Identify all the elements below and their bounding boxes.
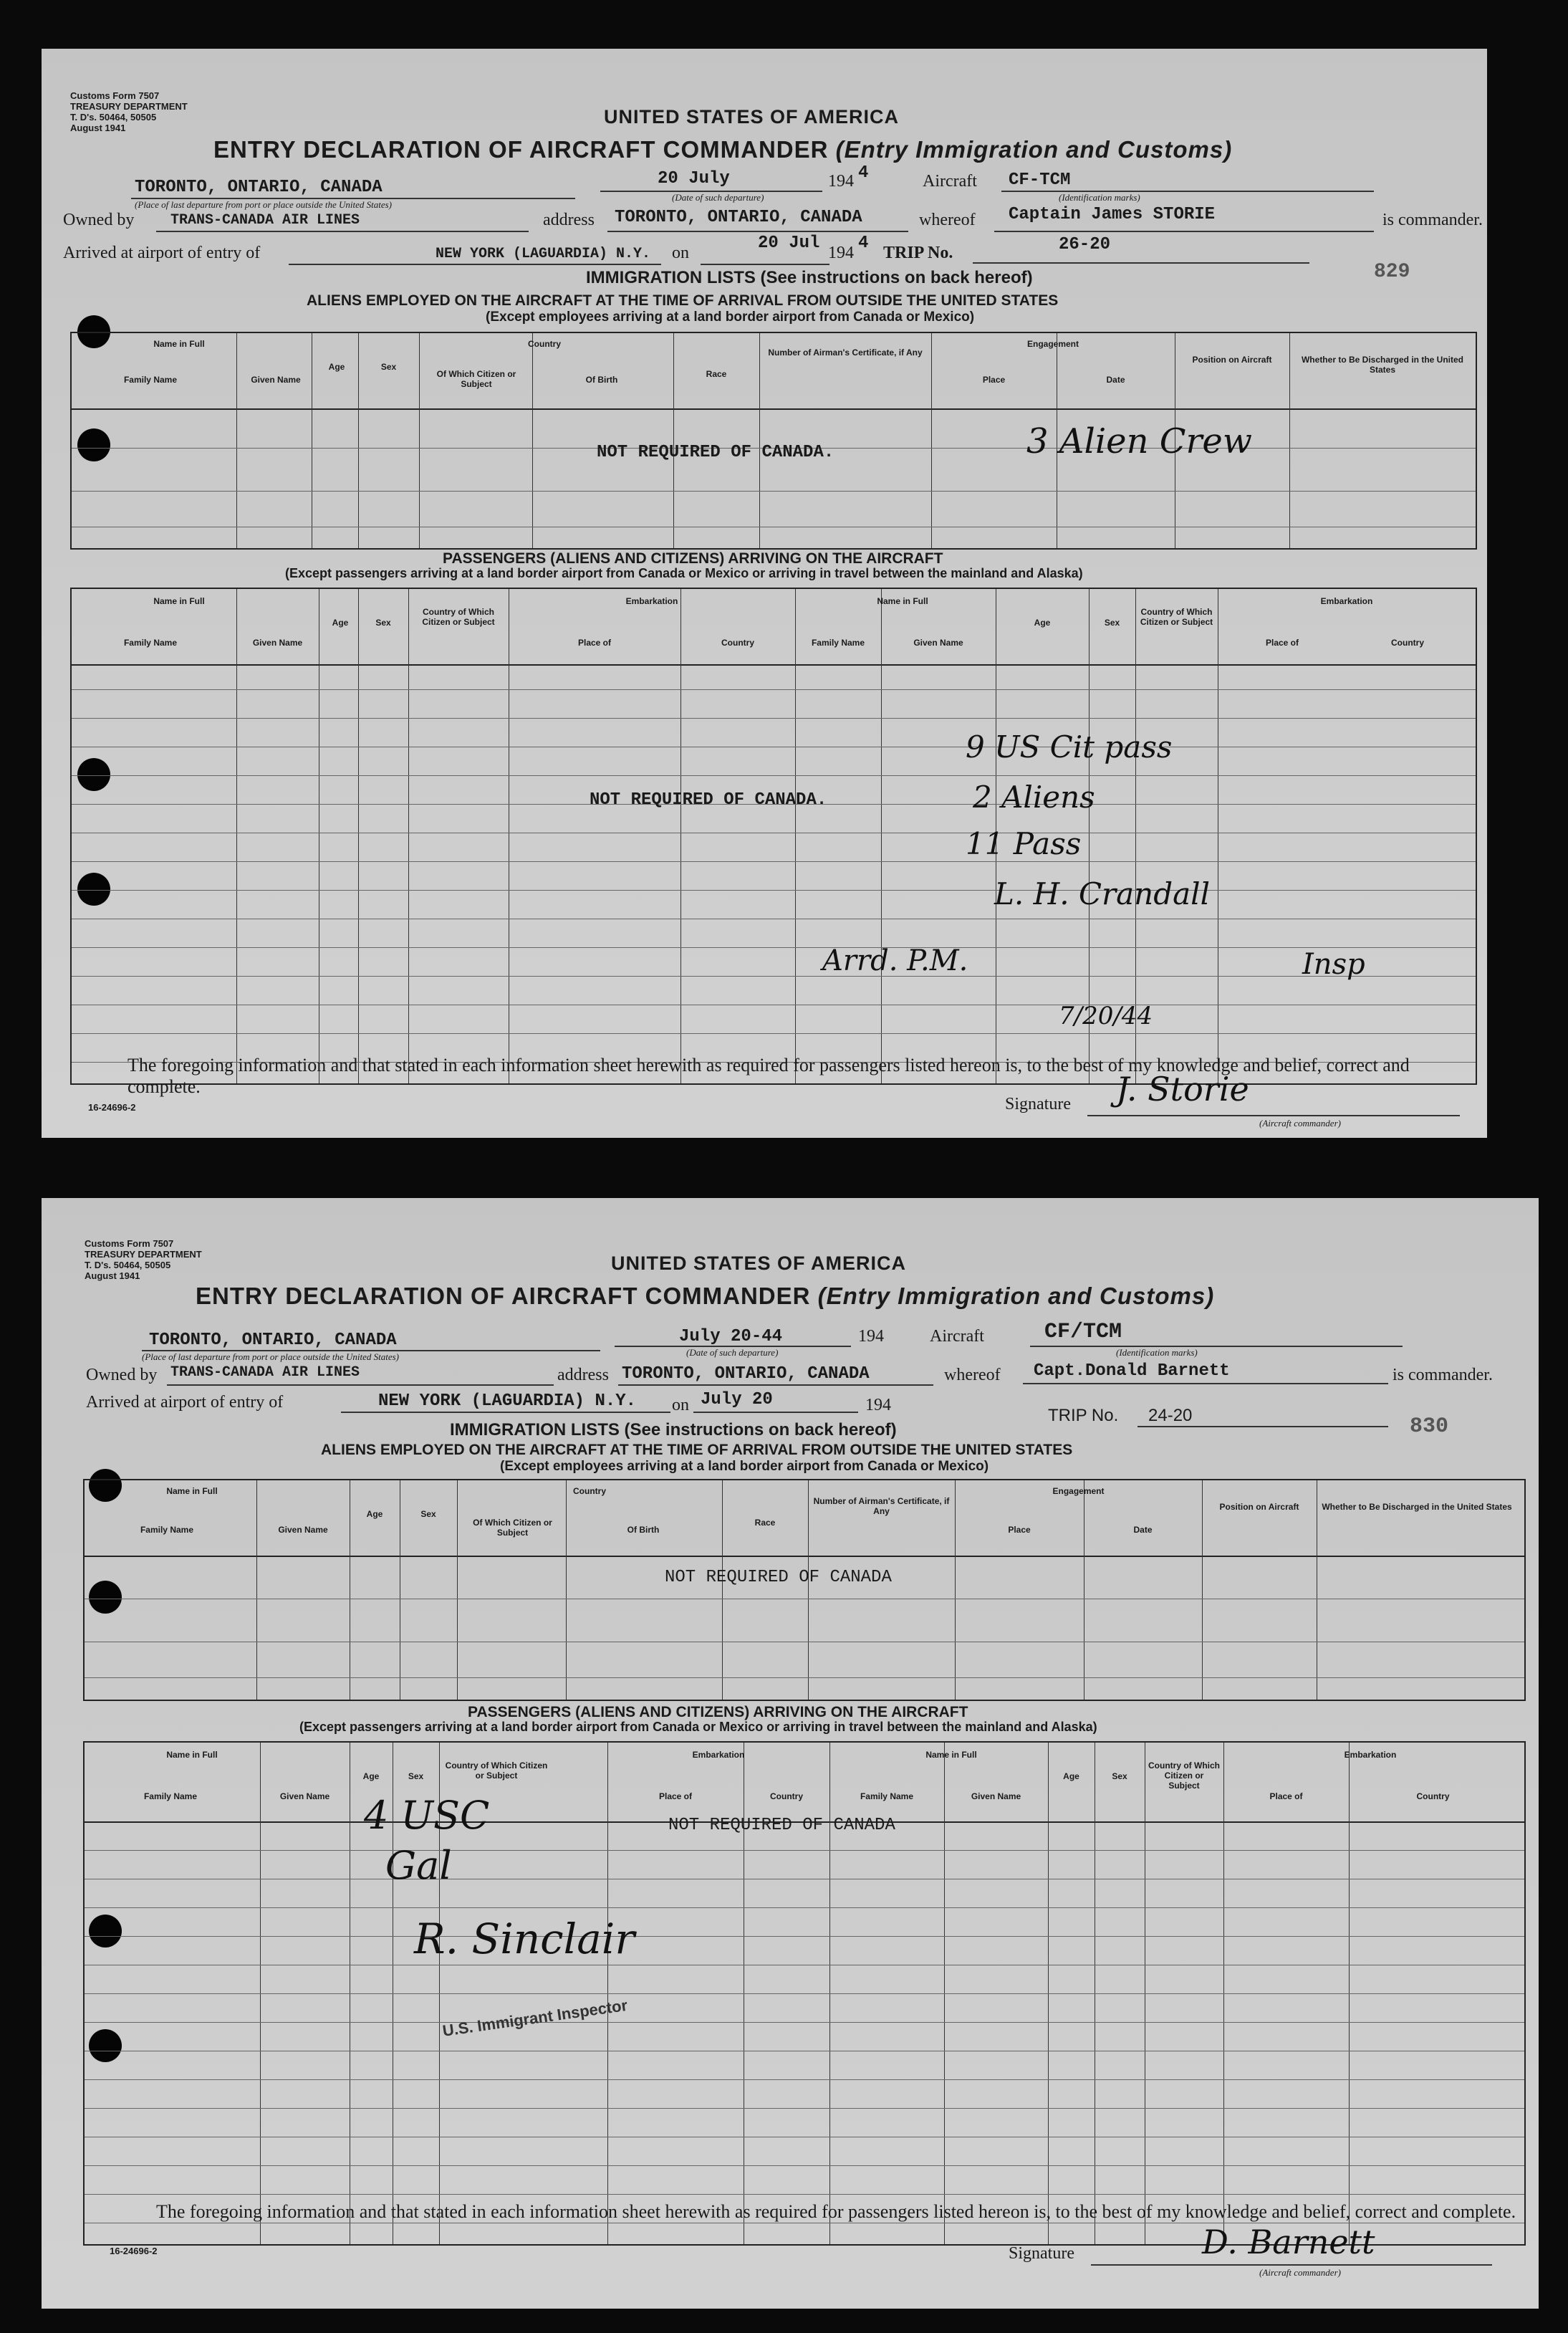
col-position: Position on Aircraft bbox=[1192, 355, 1272, 365]
col-age: Age bbox=[366, 1509, 383, 1519]
col-place-of: Place of bbox=[577, 638, 612, 648]
aircraft-label: Aircraft bbox=[923, 172, 977, 191]
aircraft-label: Aircraft bbox=[930, 1327, 984, 1346]
declaration-form-2 bbox=[42, 1198, 1539, 2309]
col-name-in-full-2: Name in Full bbox=[877, 596, 928, 606]
aliens-table bbox=[83, 1479, 1526, 1701]
col-embarkation: Embarkation bbox=[692, 1750, 745, 1760]
is-commander-label: is commander. bbox=[1393, 1366, 1493, 1384]
country-heading: UNITED STATES OF AMERICA bbox=[611, 1252, 906, 1274]
departure-date-caption: (Date of such departure) bbox=[686, 1347, 779, 1358]
aliens-subheading: (Except employees arriving at a land border airport from Canada or Mexico) bbox=[486, 310, 975, 325]
year-prefix: 194 bbox=[858, 1327, 884, 1346]
arrival-year-prefix: 194 bbox=[828, 244, 854, 262]
trip-label: TRIP No. bbox=[883, 244, 953, 262]
signature-caption: (Aircraft commander) bbox=[1259, 1118, 1341, 1129]
aliens-handwritten-count: 3 Alien Crew bbox=[1026, 421, 1252, 461]
col-sex: Sex bbox=[420, 1509, 436, 1519]
col-age-2: Age bbox=[1034, 618, 1051, 628]
aircraft-id: CF/TCM bbox=[1044, 1320, 1122, 1344]
col-given-name-2: Given Name bbox=[913, 638, 963, 648]
col-citizen-of: Of Which Citizen or Subject bbox=[436, 369, 516, 389]
col-airman-cert: Number of Airman's Certificate, if Any bbox=[813, 1496, 950, 1516]
col-family-name: Family Name bbox=[123, 638, 178, 648]
signature-label: Signature bbox=[1009, 2244, 1074, 2263]
col-name-in-full: Name in Full bbox=[166, 1750, 218, 1760]
trip-label: TRIP No. bbox=[1048, 1406, 1119, 1425]
signature-caption: (Aircraft commander) bbox=[1259, 2267, 1341, 2278]
immigration-lists-heading: IMMIGRATION LISTS (See instructions on back hereof) bbox=[450, 1420, 897, 1439]
form-title: ENTRY DECLARATION OF AIRCRAFT COMMANDER (Entry Immigration and Customs) bbox=[213, 136, 1233, 163]
address-label: address bbox=[543, 211, 595, 229]
signature-label: Signature bbox=[1005, 1095, 1071, 1113]
handwritten-inspector-name: L. H. Crandall bbox=[994, 876, 1211, 911]
col-of-birth: Of Birth bbox=[585, 375, 618, 385]
col-race: Race bbox=[754, 1518, 776, 1528]
col-sex-2: Sex bbox=[1104, 618, 1120, 628]
address-label: address bbox=[557, 1366, 609, 1384]
handwritten-inspector-signature: R. Sinclair bbox=[414, 1915, 635, 1963]
col-given-name: Given Name bbox=[279, 1791, 330, 1801]
year-suffix: 4 bbox=[858, 163, 869, 183]
trip-number: 26-20 bbox=[1059, 235, 1111, 254]
col-discharged: Whether to Be Discharged in the United States bbox=[1301, 355, 1464, 375]
arrival-airport: NEW YORK (LAGUARDIA) N.Y. bbox=[436, 246, 651, 262]
passengers-table bbox=[70, 588, 1477, 1085]
col-name-in-full: Name in Full bbox=[153, 596, 205, 606]
aliens-not-required: NOT REQUIRED OF CANADA bbox=[665, 1568, 892, 1587]
col-name-in-full: Name in Full bbox=[153, 339, 205, 349]
col-country-2: Country bbox=[1391, 638, 1424, 648]
passengers-subheading: (Except passengers arriving at a land border airport from Canada or Mexico or arriving in travel between the mainland and Alaska) bbox=[285, 566, 1083, 580]
passengers-not-required: NOT REQUIRED OF CANADA. bbox=[590, 790, 827, 810]
handwritten-arrival-time: Arrd. P.M. bbox=[822, 944, 968, 977]
owned-by-label: Owned by bbox=[86, 1366, 158, 1384]
col-age: Age bbox=[332, 618, 349, 628]
aircraft-caption: (Identification marks) bbox=[1116, 1347, 1198, 1358]
country-heading: UNITED STATES OF AMERICA bbox=[604, 106, 899, 128]
col-citizen-of-2: Country of Which Citizen or Subject bbox=[1148, 1760, 1220, 1791]
arrival-airport: NEW YORK (LAGUARDIA) N.Y. bbox=[378, 1391, 637, 1411]
aliens-not-required: NOT REQUIRED OF CANADA. bbox=[597, 443, 834, 462]
commander-name: Capt.Donald Barnett bbox=[1034, 1361, 1230, 1381]
col-given-name: Given Name bbox=[251, 375, 301, 385]
col-family-name-2: Family Name bbox=[811, 638, 865, 648]
owner: TRANS-CANADA AIR LINES bbox=[170, 212, 360, 229]
col-family-name: Family Name bbox=[123, 375, 178, 385]
sheet-number: 829 bbox=[1374, 261, 1410, 283]
departure-place: TORONTO, ONTARIO, CANADA bbox=[149, 1331, 397, 1350]
col-place: Place bbox=[982, 375, 1006, 385]
owner: TRANS-CANADA AIR LINES bbox=[170, 1364, 360, 1381]
is-commander-label: is commander. bbox=[1382, 211, 1483, 229]
col-country-2: Country bbox=[1416, 1791, 1450, 1801]
col-place-of: Place of bbox=[658, 1791, 693, 1801]
col-embarkation-2: Embarkation bbox=[1344, 1750, 1397, 1760]
col-family-name: Family Name bbox=[140, 1525, 194, 1535]
passengers-heading: PASSENGERS (ALIENS AND CITIZENS) ARRIVING ON THE AIRCRAFT bbox=[468, 1704, 968, 1720]
passengers-heading: PASSENGERS (ALIENS AND CITIZENS) ARRIVING ON THE AIRCRAFT bbox=[443, 550, 943, 567]
col-country: Country bbox=[721, 638, 754, 648]
arrival-year-suffix: 4 bbox=[858, 234, 869, 253]
col-date: Date bbox=[1106, 375, 1125, 385]
handwritten-insp: Insp bbox=[1302, 948, 1365, 981]
arrived-label: Arrived at airport of entry of bbox=[63, 244, 261, 262]
col-name-in-full-2: Name in Full bbox=[925, 1750, 977, 1760]
col-of-birth: Of Birth bbox=[627, 1525, 660, 1535]
aircraft-caption: (Identification marks) bbox=[1059, 192, 1140, 203]
col-date: Date bbox=[1133, 1525, 1153, 1535]
passengers-not-required: NOT REQUIRED OF CANADA bbox=[668, 1816, 895, 1835]
col-age: Age bbox=[362, 1771, 380, 1781]
col-embarkation: Embarkation bbox=[625, 596, 678, 606]
col-sex: Sex bbox=[380, 362, 397, 372]
col-sex: Sex bbox=[375, 618, 391, 628]
departure-date: July 20-44 bbox=[679, 1327, 783, 1346]
aliens-subheading: (Except employees arriving at a land border airport from Canada or Mexico) bbox=[500, 1459, 989, 1474]
departure-place-caption: (Place of last departure from port or place outside the United States) bbox=[142, 1351, 400, 1362]
col-engagement: Engagement bbox=[1052, 1486, 1105, 1496]
col-name-in-full: Name in Full bbox=[166, 1486, 218, 1496]
handwritten-date: 7/20/44 bbox=[1059, 1002, 1153, 1030]
owner-address: TORONTO, ONTARIO, CANADA bbox=[622, 1364, 870, 1384]
customs-reference: Customs Form 7507 TREASURY DEPARTMENT T. D's. 50464, 50505 August 1941 bbox=[85, 1238, 202, 1281]
arrived-label: Arrived at airport of entry of bbox=[86, 1393, 284, 1412]
aliens-heading: ALIENS EMPLOYED ON THE AIRCRAFT AT THE TIME OF ARRIVAL FROM OUTSIDE THE UNITED STATES bbox=[307, 292, 1059, 309]
col-age-2: Age bbox=[1063, 1771, 1079, 1781]
col-engagement: Engagement bbox=[1026, 339, 1079, 349]
col-discharged: Whether to Be Discharged in the United States bbox=[1322, 1502, 1512, 1512]
customs-reference: Customs Form 7507 TREASURY DEPARTMENT T. D's. 50464, 50505 August 1941 bbox=[70, 90, 188, 133]
year-prefix: 194 bbox=[828, 172, 854, 191]
on-label: on bbox=[672, 244, 689, 262]
col-sex-2: Sex bbox=[1112, 1771, 1127, 1781]
departure-place-caption: (Place of last departure from port or place outside the United States) bbox=[135, 199, 393, 210]
col-place-of-2: Place of bbox=[1265, 638, 1299, 648]
col-given-name: Given Name bbox=[278, 1525, 328, 1535]
col-citizen-of: Country of Which Citizen or Subject bbox=[445, 1760, 548, 1781]
col-place-of-2: Place of bbox=[1269, 1791, 1303, 1801]
col-embarkation-2: Embarkation bbox=[1320, 596, 1373, 606]
col-country: Country bbox=[770, 1791, 803, 1801]
col-family-name: Family Name bbox=[143, 1791, 198, 1801]
form-title: ENTRY DECLARATION OF AIRCRAFT COMMANDER (Entry Immigration and Customs) bbox=[196, 1283, 1215, 1309]
col-country: Country bbox=[573, 1486, 606, 1496]
certification-text: The foregoing information and that stated in each information sheet herewith as required for passengers listed hereon is, to the best of my knowledge and belief, correct and complete. bbox=[156, 2201, 1516, 2222]
col-position: Position on Aircraft bbox=[1219, 1502, 1299, 1512]
departure-place: TORONTO, ONTARIO, CANADA bbox=[135, 178, 383, 197]
whereof-label: whereof bbox=[944, 1366, 1001, 1384]
handwritten-total-passengers: 11 Pass bbox=[966, 826, 1082, 861]
sheet-number: 830 bbox=[1410, 1414, 1449, 1439]
trip-number: 24-20 bbox=[1148, 1406, 1193, 1425]
owner-address: TORONTO, ONTARIO, CANADA bbox=[615, 208, 862, 227]
col-given-name-2: Given Name bbox=[971, 1791, 1021, 1801]
owned-by-label: Owned by bbox=[63, 211, 135, 229]
col-given-name: Given Name bbox=[252, 638, 303, 648]
col-airman-cert: Number of Airman's Certificate, if Any bbox=[768, 348, 923, 358]
aircraft-id: CF-TCM bbox=[1009, 171, 1071, 190]
arrival-date: 20 Jul bbox=[758, 234, 820, 253]
col-age: Age bbox=[328, 362, 345, 372]
col-sex: Sex bbox=[408, 1771, 424, 1781]
commander-signature: J. Storie bbox=[1116, 1070, 1249, 1108]
handwritten-count-us-citizens: 9 US Cit pass bbox=[966, 729, 1173, 765]
commander-signature: D. Barnett bbox=[1202, 2223, 1375, 2261]
declaration-form-1 bbox=[42, 49, 1487, 1138]
handwritten-count-aliens: 2 Aliens bbox=[973, 780, 1095, 815]
departure-date: 20 July bbox=[658, 169, 730, 188]
certification-text: The foregoing information and that stated in each information sheet herewith as required for passengers listed hereon is, to the best of my knowledge and belief, correct and complete. bbox=[128, 1055, 1410, 1097]
col-place: Place bbox=[1008, 1525, 1031, 1535]
whereof-label: whereof bbox=[919, 211, 976, 229]
departure-date-caption: (Date of such departure) bbox=[672, 192, 764, 203]
handwritten-count-aliens: Gal bbox=[385, 1843, 452, 1888]
immigrant-inspector-stamp: U.S. Immigrant Inspector bbox=[441, 1996, 629, 2040]
arrival-date: July 20 bbox=[701, 1390, 773, 1409]
col-country: Country bbox=[528, 339, 561, 349]
col-race: Race bbox=[706, 369, 727, 379]
passengers-subheading: (Except passengers arriving at a land border airport from Canada or Mexico or arriving in travel between the mainland and Alaska) bbox=[299, 1720, 1097, 1734]
handwritten-count-us-citizens: 4 USC bbox=[364, 1793, 490, 1838]
on-label: on bbox=[672, 1396, 689, 1414]
col-citizen-of: Of Which Citizen or Subject bbox=[473, 1518, 552, 1538]
col-citizen-of: Country of Which Citizen or Subject bbox=[422, 607, 495, 627]
col-citizen-of-2: Country of Which Citizen or Subject bbox=[1140, 607, 1213, 627]
form-code: 16-24696-2 bbox=[110, 2246, 158, 2256]
col-family-name-2: Family Name bbox=[860, 1791, 914, 1801]
commander-name: Captain James STORIE bbox=[1009, 205, 1216, 224]
aliens-table bbox=[70, 332, 1477, 550]
form-code: 16-24696-2 bbox=[88, 1102, 136, 1113]
arrival-year-prefix: 194 bbox=[865, 1396, 891, 1414]
immigration-lists-heading: IMMIGRATION LISTS (See instructions on back hereof) bbox=[586, 268, 1033, 287]
aliens-heading: ALIENS EMPLOYED ON THE AIRCRAFT AT THE TIME OF ARRIVAL FROM OUTSIDE THE UNITED STATES bbox=[321, 1442, 1073, 1458]
